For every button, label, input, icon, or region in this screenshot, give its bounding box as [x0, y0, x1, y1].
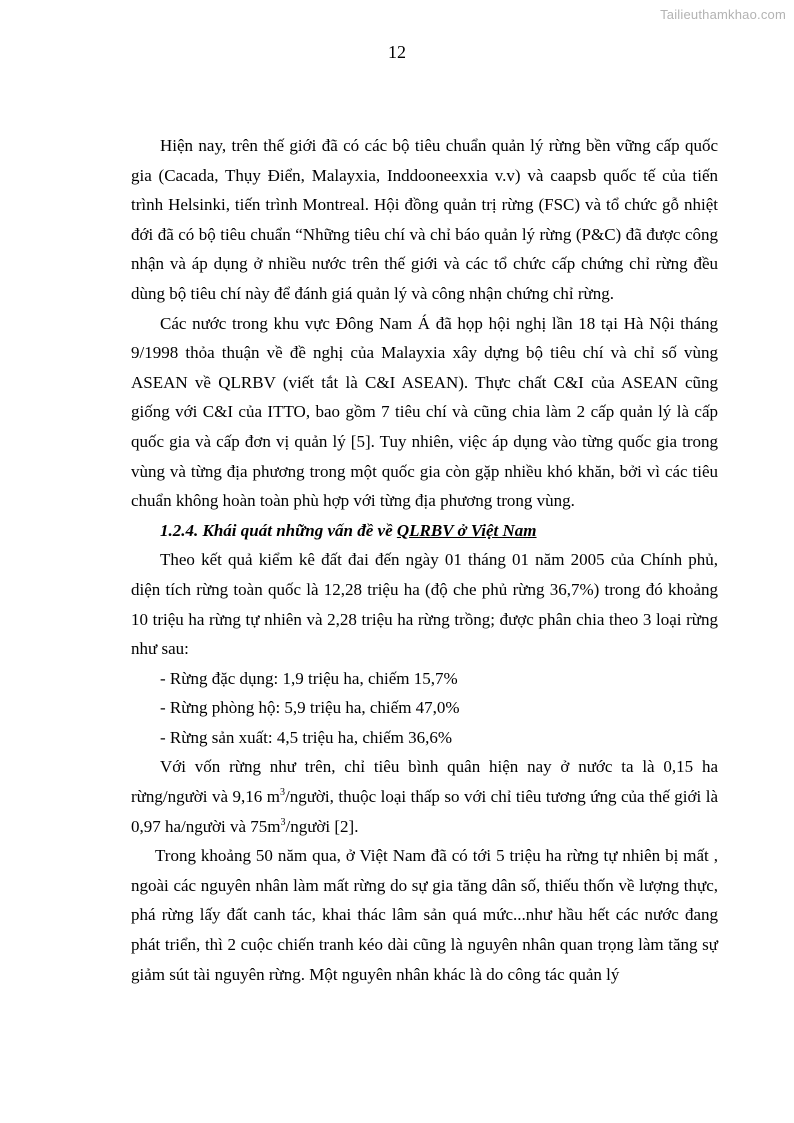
watermark: Tailieuthamkhao.com	[660, 7, 786, 22]
document-body	[131, 131, 718, 989]
paragraph-4-part-3: /người [2].	[285, 816, 359, 836]
page-number: 12	[388, 42, 406, 62]
paragraph-2: Các nước trong khu vực Đông Nam Á đã họp hội nghị lần 18 tại Hà Nội tháng 9/1998 thỏa thuận về đề nghị của Malayxia xây dựng bộ tiêu chí và chỉ số vùng ASEAN về QLRBV (viết tắt là C&I ASEAN). Thực chất C&I của ASEAN cũng giống với C&I của ITTO, bao gồm 7 tiêu chí và cũng chia làm 2 cấp quản lý là cấp quốc gia và cấp đơn vị quản lý [5]. Tuy nhiên, việc áp dụng vào từng quốc gia trong vùng và từng địa phương trong một quốc gia còn gặp nhiều khó khăn, bởi vì các tiêu chuẩn không hoàn toàn phù hợp với từng địa phương trong vùng.	[131, 313, 718, 511]
paragraph-5: Trong khoảng 50 năm qua, ở Việt Nam đã có tới 5 triệu ha rừng tự nhiên bị mất , ngoài các nguyên nhân làm mất rừng do sự gia tăng dân số, thiếu thốn về lượng thực, phá rừng lấy đất canh tác, khai thác lâm sản quá mức...như hầu hết các nước đang phát triển, thì 2 cuộc chiến tranh kéo dài cũng là nguyên nhân quan trọng làm tăng sự giảm sút tài nguyên rừng. Một nguyên nhân khác là do công tác quản lý	[131, 846, 718, 984]
paragraph-4	[131, 752, 718, 841]
section-heading-prefix: 1.2.4. Khái quát những vấn đề về	[160, 520, 397, 540]
section-heading-underlined: QLRBV ở Việt Nam	[396, 520, 537, 540]
superscript-3: 3	[280, 816, 286, 828]
paragraph-3: Theo kết quả kiểm kê đất đai đến ngày 01 tháng 01 năm 2005 của Chính phủ, diện tích rừng toàn quốc là 12,28 triệu ha (độ che phủ rừng 36,7%) trong đó khoảng 10 triệu ha rừng tự nhiên và 2,28 triệu ha rừng trồng; được phân chia theo 3 loại rừng như sau:	[131, 550, 718, 659]
list-item: - Rừng sản xuất: 4,5 triệu ha, chiếm 36,6%	[160, 727, 453, 747]
section-heading	[131, 516, 718, 546]
paragraph-1: Hiện nay, trên thế giới đã có các bộ tiêu chuẩn quản lý rừng bền vững cấp quốc gia (Cacada, Thụy Điển, Malayxia, Inddooneexxia v.v) và caapsb quốc tế của tiến trình Helsinki, tiến trình Montreal. Hội đồng quản trị rừng (FSC) và tổ chức gỗ nhiệt đới đã có bộ tiêu chuẩn “Những tiêu chí và chỉ báo quản lý rừng (P&C) đã được công nhận và áp dụng ở nhiều nước trên thế giới và các tổ chức cấp chứng chỉ rừng đều dùng bộ tiêu chí này để đánh giá quản lý và công nhận chứng chỉ rừng.	[131, 136, 718, 303]
paragraph-4-part-1: Với vốn rừng như trên, chỉ tiêu bình quân hiện nay ở nước ta là 0,15 ha rừng/người và 9,16 m	[131, 757, 718, 807]
list-item: - Rừng phòng hộ: 5,9 triệu ha, chiếm 47,0%	[160, 698, 460, 718]
superscript-3: 3	[280, 787, 285, 799]
list-item: - Rừng đặc dụng: 1,9 triệu ha, chiếm 15,7%	[160, 668, 458, 688]
paragraph-4-part-2: /người, thuộc loại thấp so với chỉ tiêu tương ứng của thế giới là 0,97 ha/người và 75m	[131, 787, 718, 836]
